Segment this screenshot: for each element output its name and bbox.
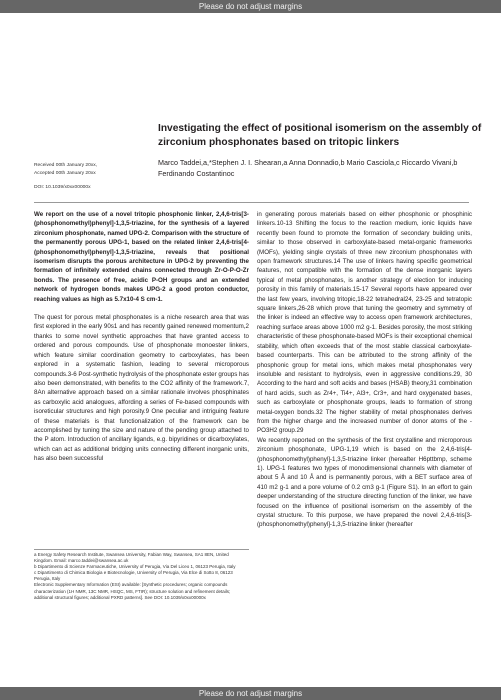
bottom-margin-banner: Please do not adjust margins [0, 687, 501, 700]
body-paragraph-3: We recently reported on the synthesis of the first crystalline and microporous zirconium phosphonate, UPG-1,19 which is based on the 2,4,6-tris[4-(phosphonomethyl)phenyl]-1,3,5-triazine linker (hereafter H6pttbmp, scheme 1). UPG-1 features two types of monodimensional channels with diameter of about 5 Å and 10 Å and is permanently porous, with a BET surface area of 410 m2 g-1 and a pore volume of 0.2 cm3 g-1 (Figure S1). In an effort to gain deeper understanding of the structure directing function of the linker, we have focused on the influence of positional isomerism on the assembly of the crystal structure. To this purpose, we have prepared the novel 2,4,6-tris[3-(phosphonomethyl)phenyl]-1,3,5-triazine linker (hereafter [257, 436, 472, 529]
accepted-date: Accepted 00th January 20xx [34, 170, 96, 176]
footnote-affiliation-a: a Energy Safety Research Institute, Swansea University, Fabian Way, Swansea, SA1 8EN, United Kingdom. Email: marco.taddei@swansea.ac.uk [34, 552, 229, 564]
header-divider [34, 202, 469, 203]
footnotes [34, 552, 249, 601]
author-list: Marco Taddei,a,*Stephen J. I. Shearan,a Anna Donnadio,b Mario Casciola,c Riccardo Vivani,b Ferdinando Costantinoc [158, 158, 458, 178]
received-date: Received 00th January 20xx, [34, 163, 98, 168]
body-paragraph-2: in generating porous materials based on either phosphonic or phosphinic linkers.10-13 Shifting the focus to the reaction medium, ionic liquids have recently been found to promote the formation of secondary building units, similar to those observed in carboxylate-based metal-organic frameworks (MOFs), yielding single crystals of three new zirconium phosphonates with open framework structures.14 The use of linkers having specific geometrical features, not compatible with the formation of the dense inorganic layers typical of metal phosphonates, is another strategy of election for inducing porosity in this family of materials.15-17 Several reports have appeared over the last few years, involving tritopic,18-22 tetrahedral24, 23-25 and tetratopic square linkers,26-28 which prove that tuning the geometry and symmetry of the linker is indeed an effective way to access open framework architectures, reaching surface areas above 1000 m2 g-1. Besides porosity, the most striking characteristic of these phosphonate-based MOFs is their exceptional chemical stability, which often exceeds that of the most stable classical carboxylate-based counterparts. This can be attributed to the strong affinity of the phosphonic group for metal ions, which makes metal phosphonates very insoluble and resistant to hydrolysis, even in aggressive conditions.29, 30 According to the hard and soft acids and bases (HSAB) theory,31 combination of hard acids, such as Zr4+, Ti4+, Al3+, Cr3+, and hard oxygenated bases, such as carboxylate or phosphonate groups, leads to formation of strong metal-oxygen bonds.32 The higher stability of metal phosphonates derives from the higher charge and the increased number of donor atoms of the -PO3H2 group.29 [257, 211, 472, 435]
footnote-esi: Electronic Supplementary Information (ESI) available: [Synthetic procedures; organic compounds characterization (1H NMR, 13C NMR, HSQC, MS, FTIR); structure solution and refinement details; additional structural figures; additional PXRD patterns]. See DOI: 10.1039/x0xx00000x [34, 582, 231, 600]
submission-dates [34, 162, 154, 177]
body-paragraph-1: The quest for porous metal phosphonates is a niche research area that was first explored in the early 90s1 and has recently gained renewed momentum,2 thanks to some novel synthetic approaches that have granted access to ordered and porous compounds. Use of phosphonate monoester linkers, which feature similar coordination geometry to carboxylates, has been explored in a systematic fashion, leading to several microporous compounds.3-6 Post-synthetic hydrolysis of the phosphonate ester groups has also been demonstrated, with benefits to the CO2 affinity of the framework.7, 8An alternative approach based on a similar rationale involves phosphinates as carboxylic acid analogues, affording a series of Fe-based compounds with isoreticular structures and high porosity.9 One peculiar and intriguing feature of these materials is that functionalization of the framework can be accomplished by tuning the size and nature of the pending group attached to the P atom. Introduction of ancillary ligands, e.g. bipyridines or dicarboxylates, which can act as additional bridging units connecting different inorganic units, has also been successful [34, 314, 249, 463]
article-title: Investigating the effect of positional isomerism on the assembly of zirconium phosphonates based on tritopic linkers [158, 123, 482, 148]
top-margin-banner: Please do not adjust margins [0, 0, 501, 13]
footnote-affiliation-b: b Dipartimento di Scienze Farmaceutiche, University of Perugia, Via Del Liceo 1, 06123 Perugia, Italy [34, 564, 236, 570]
footnote-divider [34, 549, 249, 550]
doi-label: DOI: 10.1039/x0xx00000x [34, 185, 91, 190]
footnote-affiliation-c: c Dipartimento di Chimica Biologia e Biotecnologie, University of Perugia, Via Elce di Sotto 8, 06123 Perugia, Italy [34, 570, 233, 582]
right-column [257, 210, 472, 530]
abstract: We report on the use of a novel tritopic phosphonic linker, 2,4,6-tris[3-(phosphonomethyl)phenyl]-1,3,5-triazine, for the synthesis of a layered zirconium phosphonate, named UPG-2. Comparison with the structure of the permanently porous UPG-1, based on the related linker 2,4,6-tris[4-(phosphonomethyl)phenyl]-1,3,5-triazine, reveals that positional isomerism disrupts the porous architecture in UPG-2 by preventing the formation of infinitely extended chains connected through Zr-O-P-O-Zr bonds. The presence of free, acidic P-OH groups and an extended network of hydrogen bonds makes UPG-2 a good proton conductor, reaching values as high as 5.7x10-4 S cm-1. [34, 211, 249, 303]
left-column [34, 210, 249, 464]
